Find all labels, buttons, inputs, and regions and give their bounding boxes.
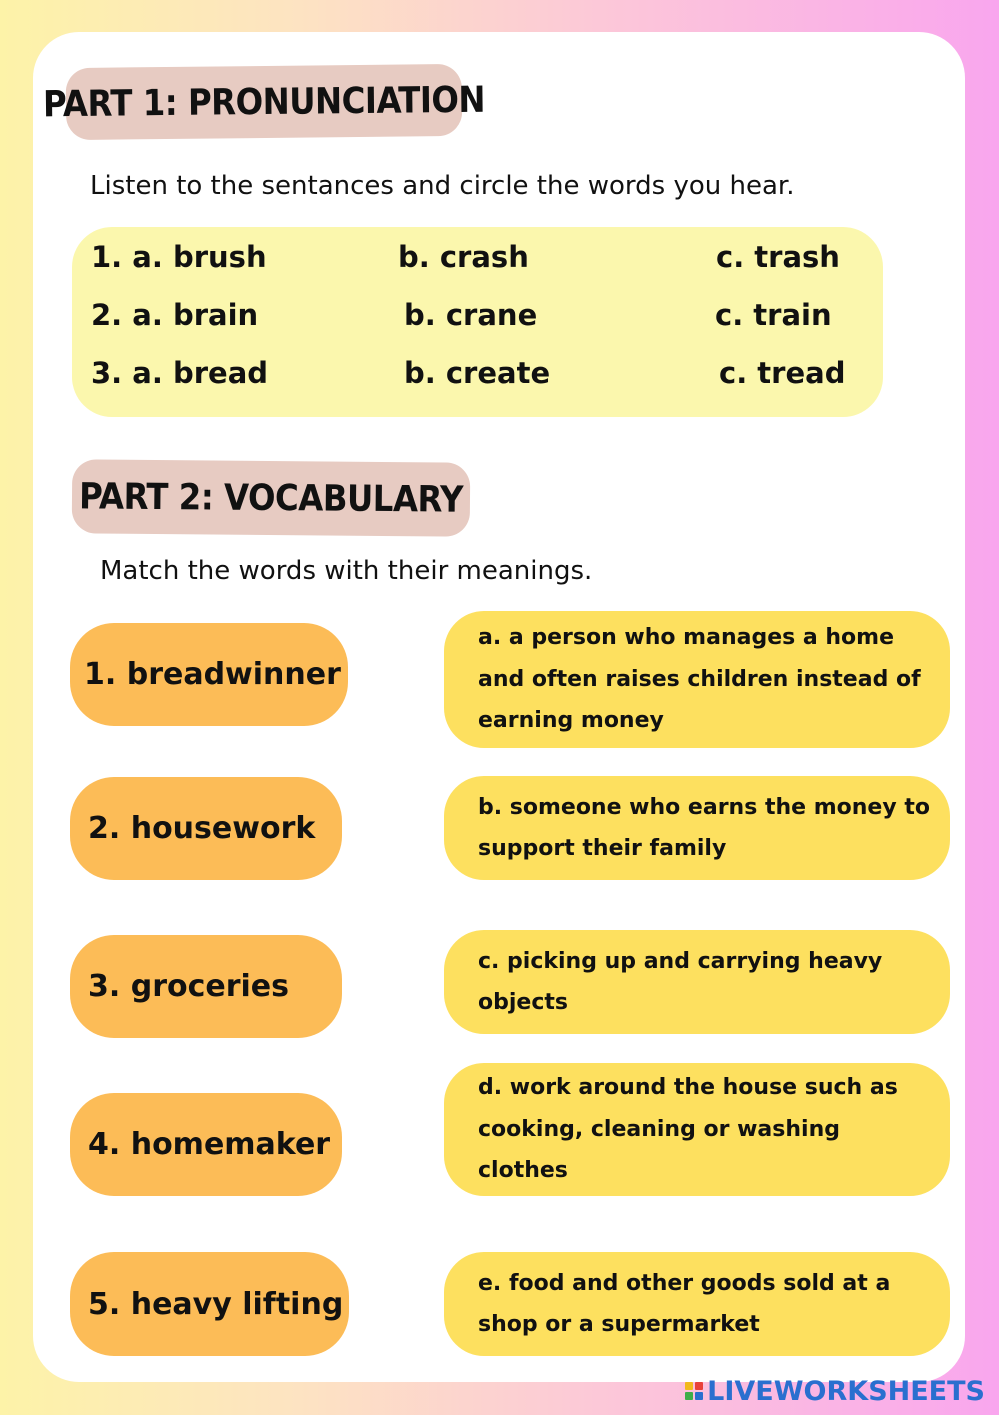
brand-name: LIVEWORKSHEETS bbox=[707, 1375, 985, 1407]
pron-option-1a[interactable]: 1. a. brush bbox=[91, 240, 267, 274]
word-pill-homemaker[interactable]: 4. homemaker bbox=[70, 1093, 342, 1196]
word-pill-heavy-lifting[interactable]: 5. heavy lifting bbox=[70, 1252, 349, 1356]
pron-option-1c[interactable]: c. trash bbox=[716, 240, 840, 274]
part2-title: PART 2: VOCABULARY bbox=[72, 459, 471, 536]
meaning-pill-a[interactable]: a. a person who manages a home and often raises children instead of earning money bbox=[444, 611, 950, 748]
meaning-pill-d[interactable]: d. work around the house such as cooking, cleaning or washing clothes bbox=[444, 1063, 950, 1196]
pron-option-3b[interactable]: b. create bbox=[404, 356, 551, 390]
part1-instruction: Listen to the sentances and circle the words you hear. bbox=[90, 171, 795, 201]
meaning-pill-b[interactable]: b. someone who earns the money to support their family bbox=[444, 776, 950, 880]
pron-option-3c[interactable]: c. tread bbox=[719, 356, 846, 390]
meaning-pill-e[interactable]: e. food and other goods sold at a shop or a supermarket bbox=[444, 1252, 950, 1356]
liveworksheets-brand[interactable] bbox=[685, 1374, 985, 1408]
word-pill-breadwinner[interactable]: 1. breadwinner bbox=[70, 623, 348, 726]
meaning-pill-c[interactable]: c. picking up and carrying heavy objects bbox=[444, 930, 950, 1034]
pron-option-2a[interactable]: 2. a. brain bbox=[91, 298, 259, 332]
pron-option-2b[interactable]: b. crane bbox=[404, 298, 538, 332]
pron-option-1b[interactable]: b. crash bbox=[398, 240, 529, 274]
word-pill-housework[interactable]: 2. housework bbox=[70, 777, 342, 880]
pron-option-2c[interactable]: c. train bbox=[715, 298, 832, 332]
liveworksheets-logo-icon bbox=[685, 1382, 703, 1400]
part1-title: PART 1: PRONUNCIATION bbox=[66, 64, 463, 140]
part2-instruction: Match the words with their meanings. bbox=[100, 556, 593, 586]
pron-option-3a[interactable]: 3. a. bread bbox=[91, 356, 269, 390]
word-pill-groceries[interactable]: 3. groceries bbox=[70, 935, 342, 1038]
